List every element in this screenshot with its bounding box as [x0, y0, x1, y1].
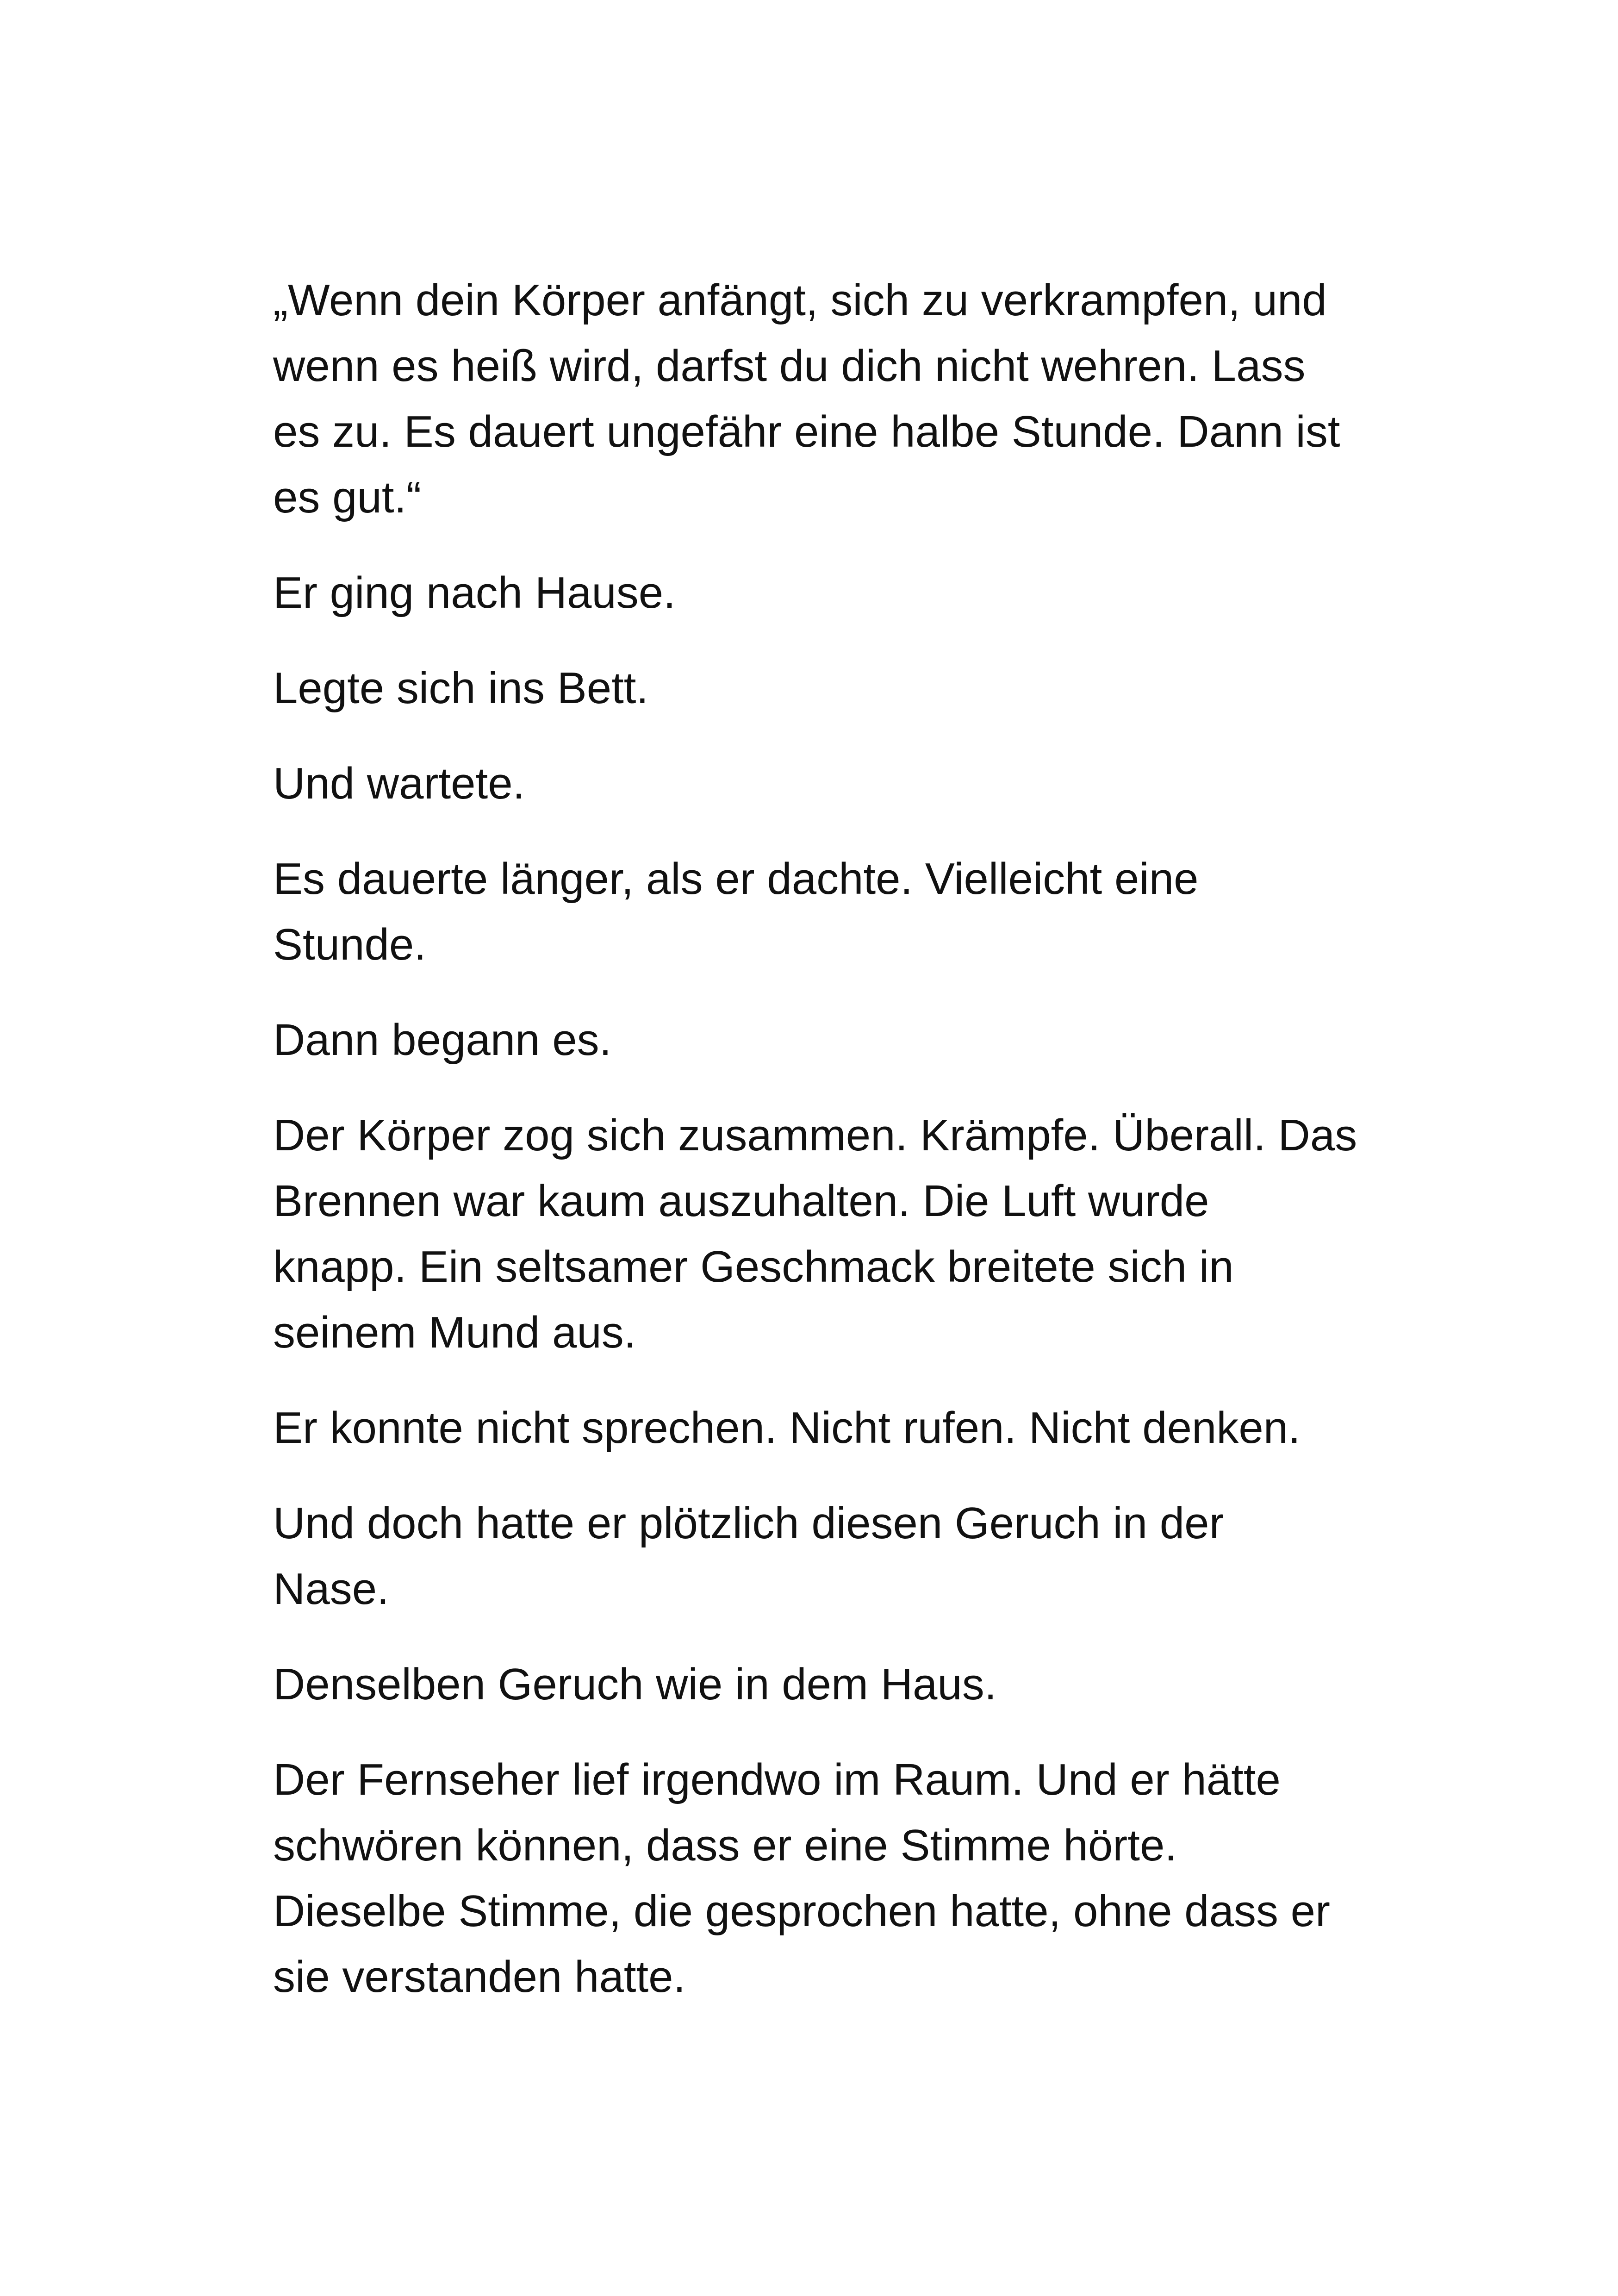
paragraph-line: Brennen war kaum auszuhalten. Die Luft wurde — [273, 1176, 1209, 1226]
paragraph-line: Denselben Geruch wie in dem Haus. — [273, 1660, 997, 1709]
paragraph-line: es zu. Es dauert ungefähr eine halbe Stunde. Dann ist — [273, 407, 1340, 456]
paragraph-line: schwören können, dass er eine Stimme hörte. — [273, 1821, 1177, 1870]
paragraph-9 — [273, 1491, 1361, 1622]
paragraph-line: sie verstanden hatte. — [273, 1952, 686, 2002]
paragraph-line: Stunde. — [273, 920, 426, 969]
paragraph-line: Dann begann es. — [273, 1015, 612, 1065]
paragraph-11 — [273, 1747, 1361, 2010]
paragraph-7 — [273, 1103, 1361, 1366]
paragraph-6 — [273, 1007, 1361, 1073]
paragraph-1 — [273, 268, 1361, 530]
paragraph-3 — [273, 655, 1361, 721]
document-body — [273, 268, 1361, 2040]
paragraph-line: Der Körper zog sich zusammen. Krämpfe. Überall. Das — [273, 1111, 1357, 1160]
paragraph-line: es gut.“ — [273, 473, 422, 522]
paragraph-line: Und doch hatte er plötzlich diesen Geruch in der — [273, 1498, 1224, 1548]
paragraph-line: Der Fernseher lief irgendwo im Raum. Und er hätte — [273, 1755, 1281, 1804]
paragraph-line: Dieselbe Stimme, die gesprochen hatte, ohne dass er — [273, 1886, 1330, 1936]
paragraph-line: knapp. Ein seltsamer Geschmack breitete sich in — [273, 1242, 1234, 1292]
paragraph-line: Er ging nach Hause. — [273, 568, 676, 618]
paragraph-line: Es dauerte länger, als er dachte. Vielleicht eine — [273, 854, 1199, 904]
paragraph-line: Legte sich ins Bett. — [273, 663, 649, 713]
paragraph-line: seinem Mund aus. — [273, 1308, 636, 1357]
paragraph-2 — [273, 560, 1361, 626]
paragraph-line: Nase. — [273, 1564, 389, 1614]
paragraph-10 — [273, 1652, 1361, 1717]
paragraph-line: wenn es heiß wird, darfst du dich nicht wehren. Lass — [273, 341, 1306, 391]
paragraph-8 — [273, 1395, 1361, 1461]
paragraph-line: Er konnte nicht sprechen. Nicht rufen. Nicht denken. — [273, 1403, 1301, 1453]
paragraph-5 — [273, 846, 1361, 978]
paragraph-line: Und wartete. — [273, 759, 525, 808]
paragraph-line: „Wenn dein Körper anfängt, sich zu verkrampfen, und — [273, 275, 1327, 325]
paragraph-4 — [273, 751, 1361, 817]
